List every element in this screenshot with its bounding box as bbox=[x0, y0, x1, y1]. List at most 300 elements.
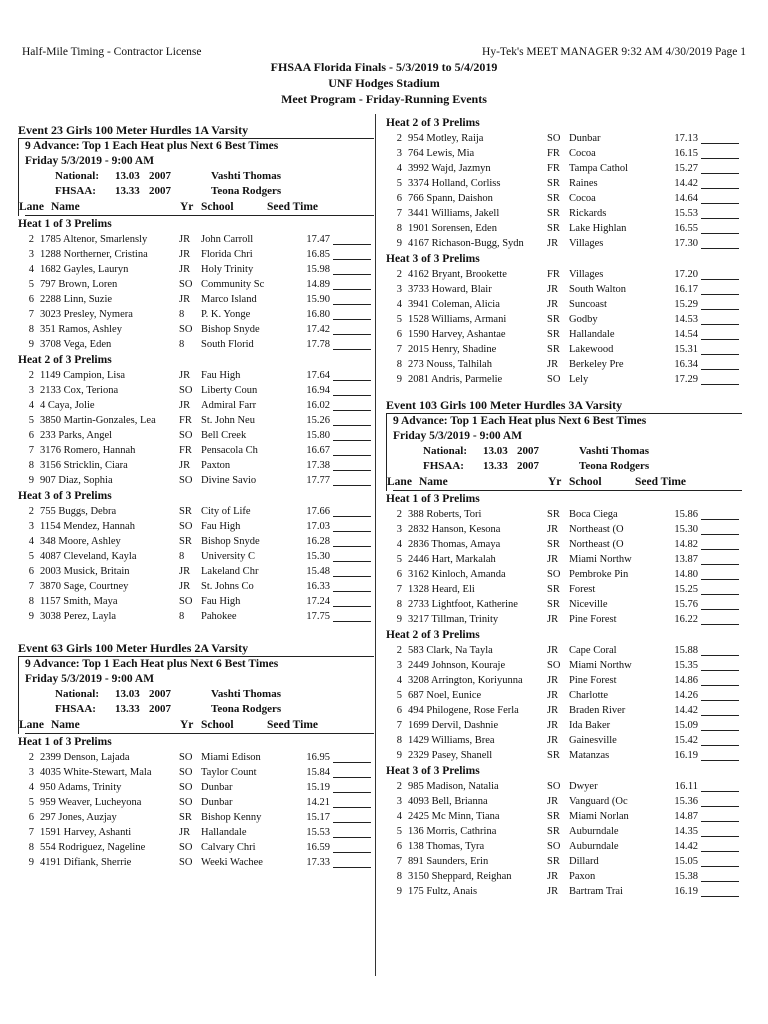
seed-time: 14.26 bbox=[674, 690, 698, 701]
heat-title: Heat 1 of 3 Prelims bbox=[18, 736, 112, 748]
result-blank bbox=[333, 318, 371, 320]
seed-time: 16.34 bbox=[674, 359, 698, 370]
table-row bbox=[386, 327, 742, 342]
record-time: 13.33 bbox=[115, 703, 140, 715]
event-title: Event 103 Girls 100 Meter Hurdles 3A Varsity bbox=[386, 398, 623, 412]
lane-number: 9 bbox=[396, 238, 402, 249]
table-row bbox=[386, 537, 742, 552]
table-row bbox=[386, 794, 742, 809]
lane-number: 4 bbox=[396, 675, 402, 686]
athlete-year: JR bbox=[547, 796, 559, 807]
athlete-year: SO bbox=[179, 782, 193, 793]
athlete-year: JR bbox=[547, 284, 559, 295]
athlete-year: SR bbox=[179, 812, 192, 823]
athlete-year: JR bbox=[547, 886, 559, 897]
record-row bbox=[25, 169, 374, 184]
athlete-name: 136 Morris, Cathrina bbox=[408, 826, 497, 837]
athlete-year: JR bbox=[547, 871, 559, 882]
record-label: FHSAA: bbox=[55, 185, 96, 197]
lane-number: 9 bbox=[28, 611, 34, 622]
athlete-name: 959 Weaver, Lucheyona bbox=[40, 797, 142, 808]
athlete-name: 3150 Sheppard, Reighan bbox=[408, 871, 512, 882]
school-name: Hallandale bbox=[569, 329, 615, 340]
athlete-year: SO bbox=[547, 133, 561, 144]
athlete-year: SR bbox=[547, 539, 560, 550]
table-row bbox=[386, 582, 742, 597]
seed-header: Seed Time bbox=[267, 201, 319, 213]
school-name: Bartram Trai bbox=[569, 886, 623, 897]
seed-time: 17.66 bbox=[306, 506, 330, 517]
result-blank bbox=[333, 791, 371, 793]
school-name: Cocoa bbox=[569, 193, 596, 204]
school-name: Dwyer bbox=[569, 781, 598, 792]
result-blank bbox=[701, 172, 739, 174]
lane-number: 5 bbox=[396, 554, 402, 565]
table-row bbox=[18, 840, 374, 855]
athlete-year: SO bbox=[179, 857, 193, 868]
yr-header: Yr bbox=[180, 201, 194, 213]
heat-title: Heat 3 of 3 Prelims bbox=[386, 253, 480, 265]
athlete-year: JR bbox=[179, 581, 191, 592]
athlete-name: 907 Diaz, Sophia bbox=[40, 475, 113, 486]
seed-time: 17.77 bbox=[306, 475, 330, 486]
athlete-name: 4162 Bryant, Brookette bbox=[408, 269, 507, 280]
lane-number: 7 bbox=[28, 581, 34, 592]
result-blank bbox=[701, 759, 739, 761]
lane-number: 8 bbox=[28, 842, 34, 853]
lane-number: 7 bbox=[28, 309, 34, 320]
school-name: Dunbar bbox=[201, 797, 233, 808]
athlete-name: 1590 Harvey, Ashantae bbox=[408, 329, 506, 340]
lane-number: 9 bbox=[396, 750, 402, 761]
seed-time: 15.42 bbox=[674, 735, 698, 746]
result-blank bbox=[701, 563, 739, 565]
athlete-name: 4167 Richason-Bugg, Sydn bbox=[408, 238, 524, 249]
athlete-year: JR bbox=[547, 675, 559, 686]
school-name: Paxton bbox=[201, 460, 231, 471]
lane-number: 6 bbox=[28, 812, 34, 823]
seed-time: 14.42 bbox=[674, 178, 698, 189]
school-name: Calvary Chri bbox=[201, 842, 256, 853]
lane-number: 8 bbox=[28, 324, 34, 335]
athlete-year: JR bbox=[547, 554, 559, 565]
school-name: Dunbar bbox=[569, 133, 601, 144]
athlete-name: 1901 Sorensen, Eden bbox=[408, 223, 497, 234]
lane-number: 4 bbox=[396, 539, 402, 550]
athlete-year: SR bbox=[547, 750, 560, 761]
heat-title: Heat 1 of 3 Prelims bbox=[386, 493, 480, 505]
seed-time: 15.48 bbox=[306, 566, 330, 577]
table-row bbox=[386, 839, 742, 854]
athlete-name: 2329 Pasey, Shanell bbox=[408, 750, 493, 761]
athlete-name: 3941 Coleman, Alicia bbox=[408, 299, 500, 310]
table-row bbox=[386, 297, 742, 312]
athlete-name: 3176 Romero, Hannah bbox=[40, 445, 136, 456]
seed-time: 17.30 bbox=[674, 238, 698, 249]
seed-time: 16.94 bbox=[306, 385, 330, 396]
seed-time: 15.38 bbox=[674, 871, 698, 882]
result-blank bbox=[701, 383, 739, 385]
seed-time: 14.42 bbox=[674, 705, 698, 716]
seed-time: 16.28 bbox=[306, 536, 330, 547]
school-name: Lake Highlan bbox=[569, 223, 627, 234]
lane-number: 3 bbox=[396, 660, 402, 671]
table-row bbox=[386, 733, 742, 748]
result-blank bbox=[701, 593, 739, 595]
result-blank bbox=[701, 850, 739, 852]
result-blank bbox=[333, 866, 371, 868]
result-blank bbox=[333, 243, 371, 245]
name-header: Name bbox=[51, 201, 80, 213]
school-name: Community Sc bbox=[201, 279, 265, 290]
athlete-year: JR bbox=[179, 400, 191, 411]
result-blank bbox=[701, 729, 739, 731]
athlete-name: 1785 Altenor, Smarlensly bbox=[40, 234, 148, 245]
athlete-name: 2015 Henry, Shadine bbox=[408, 344, 497, 355]
seed-time: 15.26 bbox=[306, 415, 330, 426]
column-headers bbox=[19, 199, 374, 216]
column-headers bbox=[19, 717, 374, 734]
lane-number: 5 bbox=[28, 279, 34, 290]
event-title: Event 63 Girls 100 Meter Hurdles 2A Varsity bbox=[18, 641, 249, 655]
table-row bbox=[386, 282, 742, 297]
result-blank bbox=[333, 333, 371, 335]
license-text: Half-Mile Timing - Contractor License bbox=[22, 46, 202, 58]
school-name: Charlotte bbox=[569, 690, 609, 701]
result-blank bbox=[333, 836, 371, 838]
record-row bbox=[393, 459, 742, 474]
athlete-year: SO bbox=[547, 374, 561, 385]
table-row bbox=[18, 383, 374, 398]
table-row bbox=[18, 534, 374, 549]
table-row bbox=[18, 337, 374, 352]
athlete-year: 8 bbox=[179, 551, 185, 562]
athlete-name: 348 Moore, Ashley bbox=[40, 536, 121, 547]
table-row bbox=[18, 519, 374, 534]
lane-number: 4 bbox=[396, 299, 402, 310]
lane-number: 6 bbox=[396, 841, 402, 852]
school-name: Pensacola Ch bbox=[201, 445, 258, 456]
meet-title: FHSAA Florida Finals - 5/3/2019 to 5/4/2019 bbox=[270, 60, 498, 74]
athlete-name: 297 Jones, Auzjay bbox=[40, 812, 117, 823]
seed-time: 15.76 bbox=[674, 599, 698, 610]
school-name: Villages bbox=[569, 238, 604, 249]
result-blank bbox=[701, 278, 739, 280]
result-blank bbox=[333, 454, 371, 456]
advance-rule: 9 Advance: Top 1 Each Heat plus Next 6 Best Times bbox=[25, 658, 279, 670]
lane-number: 8 bbox=[396, 735, 402, 746]
seed-time: 15.19 bbox=[306, 782, 330, 793]
table-row bbox=[386, 236, 742, 251]
school-name: Dunbar bbox=[201, 782, 233, 793]
right-column bbox=[386, 115, 742, 899]
table-row bbox=[386, 748, 742, 763]
result-blank bbox=[701, 232, 739, 234]
lane-number: 6 bbox=[396, 193, 402, 204]
athlete-year: SR bbox=[547, 584, 560, 595]
athlete-year: JR bbox=[547, 524, 559, 535]
athlete-name: 1591 Harvey, Ashanti bbox=[40, 827, 132, 838]
table-row bbox=[386, 206, 742, 221]
seed-time: 16.55 bbox=[674, 223, 698, 234]
lane-number: 4 bbox=[28, 264, 34, 275]
seed-time: 14.87 bbox=[674, 811, 698, 822]
athlete-name: 1288 Northerner, Cristina bbox=[40, 249, 148, 260]
seed-time: 14.53 bbox=[674, 314, 698, 325]
athlete-name: 4093 Bell, Brianna bbox=[408, 796, 488, 807]
athlete-name: 554 Rodriguez, Nageline bbox=[40, 842, 146, 853]
seed-time: 14.82 bbox=[674, 539, 698, 550]
athlete-year: SR bbox=[547, 223, 560, 234]
event-title: Event 23 Girls 100 Meter Hurdles 1A Varsity bbox=[18, 123, 249, 137]
table-row bbox=[18, 564, 374, 579]
record-holder: Teona Rodgers bbox=[211, 703, 282, 715]
table-row bbox=[18, 232, 374, 247]
seed-time: 15.27 bbox=[674, 163, 698, 174]
table-row bbox=[18, 247, 374, 262]
athlete-year: JR bbox=[179, 370, 191, 381]
record-row bbox=[25, 702, 374, 717]
athlete-name: 1154 Mendez, Hannah bbox=[40, 521, 135, 532]
athlete-name: 766 Spann, Daishon bbox=[408, 193, 493, 204]
athlete-year: SR bbox=[547, 178, 560, 189]
athlete-name: 2081 Andris, Parmelie bbox=[408, 374, 503, 385]
athlete-name: 233 Parks, Angel bbox=[40, 430, 113, 441]
result-blank bbox=[701, 699, 739, 701]
lane-header: Lane bbox=[387, 476, 412, 488]
record-year: 2007 bbox=[149, 170, 171, 182]
heat-title: Heat 2 of 3 Prelims bbox=[18, 354, 112, 366]
athlete-name: 797 Brown, Loren bbox=[40, 279, 118, 290]
seed-time: 15.25 bbox=[674, 584, 698, 595]
result-blank bbox=[701, 654, 739, 656]
lane-number: 4 bbox=[28, 400, 34, 411]
seed-time: 17.03 bbox=[306, 521, 330, 532]
table-row bbox=[386, 131, 742, 146]
result-blank bbox=[701, 835, 739, 837]
seed-time: 16.02 bbox=[306, 400, 330, 411]
athlete-year: FR bbox=[547, 269, 560, 280]
athlete-name: 2832 Hanson, Kesona bbox=[408, 524, 501, 535]
athlete-name: 4 Caya, Jolie bbox=[40, 400, 95, 411]
record-year: 2007 bbox=[149, 688, 171, 700]
school-name: Bishop Snyde bbox=[201, 324, 260, 335]
seed-time: 17.78 bbox=[306, 339, 330, 350]
record-time: 13.03 bbox=[115, 688, 140, 700]
lane-number: 8 bbox=[396, 871, 402, 882]
school-name: Northeast (O bbox=[569, 524, 624, 535]
event-datetime: Friday 5/3/2019 - 9:00 AM bbox=[25, 155, 155, 167]
result-blank bbox=[333, 288, 371, 290]
athlete-year: JR bbox=[179, 460, 191, 471]
school-name: Miami Edison bbox=[201, 752, 261, 763]
record-holder: Vashti Thomas bbox=[211, 688, 282, 700]
seed-time: 15.84 bbox=[306, 767, 330, 778]
record-year: 2007 bbox=[149, 185, 171, 197]
school-name: Fau High bbox=[201, 596, 241, 607]
seed-time: 14.21 bbox=[306, 797, 330, 808]
seed-time: 16.19 bbox=[674, 886, 698, 897]
record-label: FHSAA: bbox=[55, 703, 96, 715]
result-blank bbox=[701, 202, 739, 204]
lane-number: 3 bbox=[396, 148, 402, 159]
seed-time: 17.20 bbox=[674, 269, 698, 280]
school-name: Pine Forest bbox=[569, 614, 617, 625]
record-label: National: bbox=[55, 688, 99, 700]
school-name: Pahokee bbox=[201, 611, 237, 622]
record-label: FHSAA: bbox=[423, 460, 464, 472]
record-holder: Teona Rodgers bbox=[579, 460, 650, 472]
athlete-name: 2133 Cox, Teriona bbox=[40, 385, 119, 396]
table-row bbox=[18, 458, 374, 473]
athlete-name: 351 Ramos, Ashley bbox=[40, 324, 122, 335]
lane-number: 2 bbox=[396, 645, 402, 656]
school-name: Hallandale bbox=[201, 827, 247, 838]
result-blank bbox=[701, 790, 739, 792]
event-spacer bbox=[386, 387, 742, 391]
table-row bbox=[18, 504, 374, 519]
name-header: Name bbox=[419, 476, 448, 488]
result-blank bbox=[701, 669, 739, 671]
table-row bbox=[386, 522, 742, 537]
seed-time: 16.59 bbox=[306, 842, 330, 853]
athlete-name: 755 Buggs, Debra bbox=[40, 506, 117, 517]
athlete-year: SR bbox=[547, 856, 560, 867]
result-blank bbox=[333, 258, 371, 260]
school-name: Niceville bbox=[569, 599, 608, 610]
table-row bbox=[386, 703, 742, 718]
lane-number: 7 bbox=[396, 856, 402, 867]
result-blank bbox=[333, 761, 371, 763]
table-row bbox=[386, 612, 742, 627]
athlete-name: 2733 Lightfoot, Katherine bbox=[408, 599, 518, 610]
school-name: Rickards bbox=[569, 208, 607, 219]
athlete-year: SO bbox=[547, 841, 561, 852]
athlete-name: 3733 Howard, Blair bbox=[408, 284, 492, 295]
athlete-year: SO bbox=[179, 842, 193, 853]
lane-number: 9 bbox=[28, 339, 34, 350]
table-row bbox=[386, 552, 742, 567]
program-title: Meet Program - Friday-Running Events bbox=[281, 92, 487, 106]
athlete-year: SO bbox=[179, 385, 193, 396]
seed-time: 16.11 bbox=[674, 781, 698, 792]
lane-number: 2 bbox=[396, 133, 402, 144]
seed-time: 13.87 bbox=[674, 554, 698, 565]
table-row bbox=[18, 292, 374, 307]
result-blank bbox=[701, 338, 739, 340]
seed-time: 15.86 bbox=[674, 509, 698, 520]
athlete-name: 175 Fultz, Anais bbox=[408, 886, 478, 897]
event-datetime: Friday 5/3/2019 - 9:00 AM bbox=[393, 430, 523, 442]
school-name: Fau High bbox=[201, 521, 241, 532]
athlete-name: 2836 Thomas, Amaya bbox=[408, 539, 501, 550]
result-blank bbox=[701, 820, 739, 822]
seed-time: 17.38 bbox=[306, 460, 330, 471]
record-row bbox=[25, 687, 374, 702]
athlete-year: SO bbox=[179, 521, 193, 532]
seed-time: 15.98 bbox=[306, 264, 330, 275]
result-blank bbox=[333, 575, 371, 577]
school-name: St. John Neu bbox=[201, 415, 255, 426]
result-blank bbox=[701, 518, 739, 520]
event-spacer bbox=[18, 624, 374, 634]
school-name: Bishop Snyde bbox=[201, 536, 260, 547]
athlete-year: SO bbox=[547, 660, 561, 671]
table-row bbox=[386, 643, 742, 658]
school-name: Divine Savio bbox=[201, 475, 257, 486]
table-row bbox=[18, 413, 374, 428]
school-name: St. Johns Co bbox=[201, 581, 254, 592]
lane-number: 6 bbox=[28, 294, 34, 305]
seed-time: 14.64 bbox=[674, 193, 698, 204]
athlete-year: SO bbox=[179, 596, 193, 607]
seed-time: 14.42 bbox=[674, 841, 698, 852]
athlete-name: 764 Lewis, Mia bbox=[408, 148, 475, 159]
lane-number: 6 bbox=[28, 430, 34, 441]
athlete-name: 3023 Presley, Nymera bbox=[40, 309, 133, 320]
record-year: 2007 bbox=[149, 703, 171, 715]
school-name: Auburndale bbox=[569, 826, 619, 837]
result-blank bbox=[333, 348, 371, 350]
school-name: Florida Chri bbox=[201, 249, 253, 260]
athlete-year: SR bbox=[547, 208, 560, 219]
seed-time: 16.33 bbox=[306, 581, 330, 592]
athlete-year: SR bbox=[547, 509, 560, 520]
school-name: Suncoast bbox=[569, 299, 607, 310]
table-row bbox=[386, 779, 742, 794]
school-name: Northeast (O bbox=[569, 539, 624, 550]
event-info-box bbox=[386, 413, 742, 491]
lane-number: 9 bbox=[28, 857, 34, 868]
athlete-name: 1149 Campion, Lisa bbox=[40, 370, 126, 381]
athlete-year: SR bbox=[547, 314, 560, 325]
athlete-name: 950 Adams, Trinity bbox=[40, 782, 122, 793]
seed-time: 15.90 bbox=[306, 294, 330, 305]
school-name: University C bbox=[201, 551, 255, 562]
seed-time: 14.35 bbox=[674, 826, 698, 837]
athlete-name: 2399 Denson, Lajada bbox=[40, 752, 130, 763]
lane-number: 4 bbox=[28, 536, 34, 547]
table-row bbox=[18, 473, 374, 488]
seed-time: 15.29 bbox=[674, 299, 698, 310]
school-name: Taylor Count bbox=[201, 767, 257, 778]
record-row bbox=[25, 184, 374, 199]
athlete-name: 2288 Linn, Suzie bbox=[40, 294, 113, 305]
lane-number: 4 bbox=[396, 811, 402, 822]
result-blank bbox=[701, 578, 739, 580]
seed-time: 15.31 bbox=[674, 344, 698, 355]
athlete-name: 3708 Vega, Eden bbox=[40, 339, 112, 350]
lane-number: 8 bbox=[28, 596, 34, 607]
athlete-name: 3992 Wajd, Jazmyn bbox=[408, 163, 491, 174]
school-name: P. K. Yonge bbox=[201, 309, 251, 320]
table-row bbox=[386, 176, 742, 191]
seed-time: 16.15 bbox=[674, 148, 698, 159]
seed-time: 15.30 bbox=[674, 524, 698, 535]
table-row bbox=[18, 262, 374, 277]
lane-number: 4 bbox=[28, 782, 34, 793]
result-blank bbox=[333, 821, 371, 823]
school-name: Godby bbox=[569, 314, 598, 325]
table-row bbox=[18, 579, 374, 594]
result-blank bbox=[701, 142, 739, 144]
heat-title: Heat 3 of 3 Prelims bbox=[18, 490, 112, 502]
athlete-year: SR bbox=[547, 344, 560, 355]
athlete-name: 494 Philogene, Rose Ferla bbox=[408, 705, 519, 716]
athlete-year: SO bbox=[179, 797, 193, 808]
school-name: Berkeley Pre bbox=[569, 359, 624, 370]
table-row bbox=[386, 809, 742, 824]
